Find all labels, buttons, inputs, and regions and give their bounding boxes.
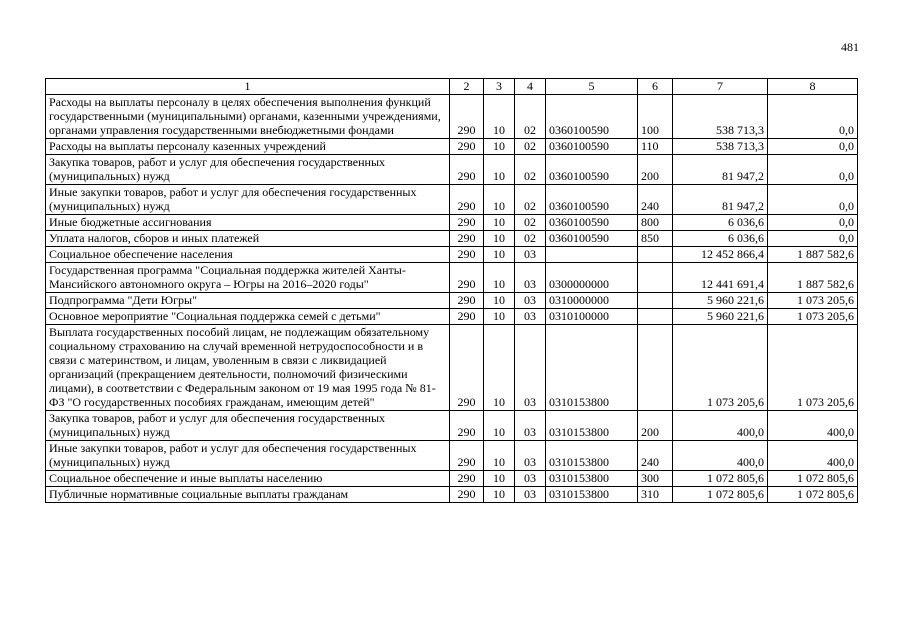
row-col-3: 10 xyxy=(484,185,515,215)
row-col-6: 110 xyxy=(638,139,673,155)
row-col-5: 0310153800 xyxy=(546,441,638,471)
row-col-2: 290 xyxy=(450,139,484,155)
row-col-3: 10 xyxy=(484,471,515,487)
row-col-8: 1 073 205,6 xyxy=(768,309,858,325)
row-name: Государственная программа "Социальная поддержка жителей Ханты-Мансийского автономного округа – Югры на 2016–2020 годы" xyxy=(46,263,450,293)
row-col-8: 0,0 xyxy=(768,139,858,155)
table-row xyxy=(46,185,858,215)
row-col-7: 5 960 221,6 xyxy=(673,309,768,325)
row-col-4: 02 xyxy=(515,139,546,155)
table-row xyxy=(46,95,858,139)
row-col-6: 240 xyxy=(638,185,673,215)
row-col-4: 03 xyxy=(515,487,546,503)
row-col-5: 0310153800 xyxy=(546,471,638,487)
row-col-7: 400,0 xyxy=(673,441,768,471)
row-col-6: 240 xyxy=(638,441,673,471)
row-col-2: 290 xyxy=(450,185,484,215)
row-name: Основное мероприятие "Социальная поддержка семей с детьми" xyxy=(46,309,450,325)
row-name: Подпрограмма "Дети Югры" xyxy=(46,293,450,309)
row-col-5: 0300000000 xyxy=(546,263,638,293)
row-col-5: 0360100590 xyxy=(546,215,638,231)
row-col-7: 5 960 221,6 xyxy=(673,293,768,309)
page-number: 481 xyxy=(841,40,859,54)
row-col-7: 1 072 805,6 xyxy=(673,487,768,503)
row-col-2: 290 xyxy=(450,95,484,139)
row-col-2: 290 xyxy=(450,263,484,293)
row-col-4: 03 xyxy=(515,263,546,293)
row-col-5: 0360100590 xyxy=(546,231,638,247)
row-name: Социальное обеспечение и иные выплаты населению xyxy=(46,471,450,487)
table-row xyxy=(46,411,858,441)
row-col-3: 10 xyxy=(484,293,515,309)
row-col-7: 12 441 691,4 xyxy=(673,263,768,293)
row-name: Закупка товаров, работ и услуг для обеспечения государственных (муниципальных) нужд xyxy=(46,155,450,185)
row-col-4: 03 xyxy=(515,471,546,487)
row-col-3: 10 xyxy=(484,139,515,155)
row-col-3: 10 xyxy=(484,215,515,231)
row-col-5: 0360100590 xyxy=(546,155,638,185)
row-col-7: 400,0 xyxy=(673,411,768,441)
row-col-3: 10 xyxy=(484,155,515,185)
row-col-5: 0310153800 xyxy=(546,487,638,503)
row-col-2: 290 xyxy=(450,411,484,441)
table-row xyxy=(46,309,858,325)
row-col-7: 81 947,2 xyxy=(673,155,768,185)
header-col-5: 5 xyxy=(546,79,638,95)
row-col-8: 1 072 805,6 xyxy=(768,471,858,487)
row-col-7: 6 036,6 xyxy=(673,215,768,231)
row-col-3: 10 xyxy=(484,95,515,139)
row-col-8: 400,0 xyxy=(768,441,858,471)
row-name: Расходы на выплаты персоналу казенных учреждений xyxy=(46,139,450,155)
row-col-6: 800 xyxy=(638,215,673,231)
row-col-8: 0,0 xyxy=(768,95,858,139)
row-name: Выплата государственных пособий лицам, не подлежащим обязательному социальному страхованию на случай временной нетрудоспособности и в связи с материнством, и лицам, уволенным в связи с ликвидацией организаций (прекращением деятельности, полномочий физическими лицами), в соответствии с Федеральным законом от 19 мая 1995 года № 81-ФЗ "О государственных пособиях гражданам, имеющим детей" xyxy=(46,325,450,411)
row-col-6: 300 xyxy=(638,471,673,487)
row-col-3: 10 xyxy=(484,411,515,441)
row-col-2: 290 xyxy=(450,215,484,231)
row-col-2: 290 xyxy=(450,293,484,309)
row-col-7: 81 947,2 xyxy=(673,185,768,215)
table-row xyxy=(46,247,858,263)
row-col-5 xyxy=(546,247,638,263)
table-row xyxy=(46,325,858,411)
row-name: Публичные нормативные социальные выплаты гражданам xyxy=(46,487,450,503)
row-col-6 xyxy=(638,325,673,411)
row-col-5: 0310100000 xyxy=(546,309,638,325)
row-col-2: 290 xyxy=(450,231,484,247)
row-col-6: 200 xyxy=(638,411,673,441)
row-col-4: 03 xyxy=(515,293,546,309)
row-col-4: 02 xyxy=(515,155,546,185)
row-col-4: 03 xyxy=(515,411,546,441)
row-col-3: 10 xyxy=(484,309,515,325)
row-col-4: 03 xyxy=(515,247,546,263)
row-col-5: 0360100590 xyxy=(546,185,638,215)
row-col-5: 0310153800 xyxy=(546,325,638,411)
header-col-4: 4 xyxy=(515,79,546,95)
row-col-3: 10 xyxy=(484,487,515,503)
row-col-2: 290 xyxy=(450,155,484,185)
row-col-3: 10 xyxy=(484,263,515,293)
row-col-6: 200 xyxy=(638,155,673,185)
table-row xyxy=(46,487,858,503)
budget-table xyxy=(45,78,858,503)
row-col-4: 03 xyxy=(515,309,546,325)
row-col-8: 0,0 xyxy=(768,215,858,231)
row-col-4: 02 xyxy=(515,231,546,247)
row-col-8: 1 073 205,6 xyxy=(768,293,858,309)
table-row xyxy=(46,139,858,155)
header-col-7: 7 xyxy=(673,79,768,95)
row-col-7: 12 452 866,4 xyxy=(673,247,768,263)
row-col-7: 1 073 205,6 xyxy=(673,325,768,411)
row-col-5: 0310153800 xyxy=(546,411,638,441)
header-col-8: 8 xyxy=(768,79,858,95)
table-row xyxy=(46,471,858,487)
row-name: Уплата налогов, сборов и иных платежей xyxy=(46,231,450,247)
row-col-2: 290 xyxy=(450,471,484,487)
row-name: Иные бюджетные ассигнования xyxy=(46,215,450,231)
row-col-6 xyxy=(638,309,673,325)
row-col-5: 0360100590 xyxy=(546,139,638,155)
row-col-8: 0,0 xyxy=(768,231,858,247)
row-col-6 xyxy=(638,293,673,309)
row-col-8: 1 887 582,6 xyxy=(768,247,858,263)
row-col-3: 10 xyxy=(484,325,515,411)
row-col-4: 02 xyxy=(515,95,546,139)
row-col-8: 0,0 xyxy=(768,185,858,215)
row-col-6: 100 xyxy=(638,95,673,139)
row-name: Социальное обеспечение населения xyxy=(46,247,450,263)
header-col-2: 2 xyxy=(450,79,484,95)
table-row xyxy=(46,293,858,309)
row-col-2: 290 xyxy=(450,487,484,503)
row-col-6 xyxy=(638,247,673,263)
row-col-3: 10 xyxy=(484,247,515,263)
table-header-row xyxy=(46,79,858,95)
table-row xyxy=(46,155,858,185)
row-col-7: 538 713,3 xyxy=(673,139,768,155)
row-name: Иные закупки товаров, работ и услуг для обеспечения государственных (муниципальных) нужд xyxy=(46,441,450,471)
row-col-4: 02 xyxy=(515,185,546,215)
table-row xyxy=(46,263,858,293)
row-col-6: 310 xyxy=(638,487,673,503)
row-col-7: 6 036,6 xyxy=(673,231,768,247)
row-col-2: 290 xyxy=(450,247,484,263)
row-col-5: 0310000000 xyxy=(546,293,638,309)
row-col-4: 03 xyxy=(515,325,546,411)
row-col-7: 1 072 805,6 xyxy=(673,471,768,487)
row-col-6: 850 xyxy=(638,231,673,247)
row-col-6 xyxy=(638,263,673,293)
header-col-6: 6 xyxy=(638,79,673,95)
row-col-8: 1 073 205,6 xyxy=(768,325,858,411)
row-col-8: 1 887 582,6 xyxy=(768,263,858,293)
header-col-3: 3 xyxy=(484,79,515,95)
table-body xyxy=(46,79,858,503)
row-col-3: 10 xyxy=(484,441,515,471)
row-col-7: 538 713,3 xyxy=(673,95,768,139)
row-col-4: 02 xyxy=(515,215,546,231)
table-row xyxy=(46,441,858,471)
row-name: Иные закупки товаров, работ и услуг для обеспечения государственных (муниципальных) нужд xyxy=(46,185,450,215)
row-col-4: 03 xyxy=(515,441,546,471)
row-col-8: 400,0 xyxy=(768,411,858,441)
row-col-3: 10 xyxy=(484,231,515,247)
row-col-8: 1 072 805,6 xyxy=(768,487,858,503)
row-col-2: 290 xyxy=(450,309,484,325)
header-col-1: 1 xyxy=(46,79,450,95)
row-col-2: 290 xyxy=(450,441,484,471)
row-name: Расходы на выплаты персоналу в целях обеспечения выполнения функций государственными (муниципальными) органами, казенными учреждениями, органами управления государственными внебюджетными фондами xyxy=(46,95,450,139)
row-col-2: 290 xyxy=(450,325,484,411)
table-row xyxy=(46,231,858,247)
row-col-5: 0360100590 xyxy=(546,95,638,139)
table-row xyxy=(46,215,858,231)
row-col-8: 0,0 xyxy=(768,155,858,185)
row-name: Закупка товаров, работ и услуг для обеспечения государственных (муниципальных) нужд xyxy=(46,411,450,441)
